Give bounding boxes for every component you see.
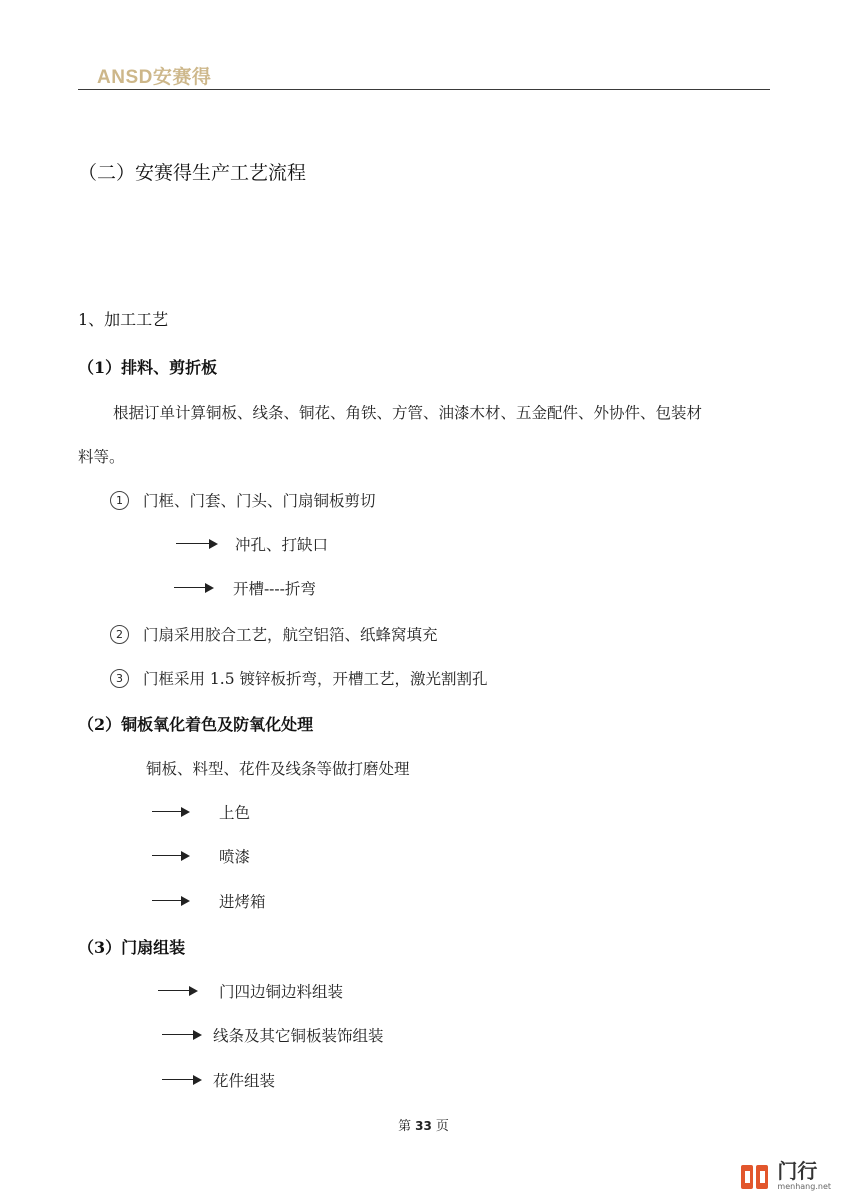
step2-title: （2）铜板氧化着色及防氧化处理: [78, 715, 314, 734]
step1-arrow-1: [176, 533, 328, 555]
arrow-label: 喷漆: [218, 848, 250, 866]
arrow-label: 门四边铜边料组装: [218, 983, 343, 1001]
right-arrow-icon: [152, 851, 190, 861]
right-arrow-icon: [162, 1030, 202, 1040]
step1-intro-line2: 料等。: [78, 448, 125, 466]
watermark-cn: 门行: [777, 1159, 818, 1183]
right-arrow-icon: [158, 986, 198, 996]
right-arrow-icon: [152, 896, 190, 906]
step2-arrow-2: [152, 845, 250, 867]
step1-title: （1）排料、剪折板: [78, 358, 218, 377]
step1-item-3: [110, 667, 488, 690]
circled-number: 2: [110, 625, 129, 644]
step1-item-1: [110, 489, 376, 512]
page-suffix: 页: [435, 1119, 449, 1134]
header-divider: [78, 89, 770, 90]
arrow-label: 开槽----折弯: [232, 580, 316, 598]
right-arrow-icon: [174, 583, 214, 593]
step2-arrow-3: [152, 890, 265, 912]
step1-arrow-2: [174, 577, 316, 599]
right-arrow-icon: [162, 1075, 202, 1085]
circled-number: 3: [110, 669, 129, 688]
step1-item-2: [110, 623, 438, 646]
part-title: 1、加工工艺: [78, 310, 169, 329]
watermark-en: menhang.net: [777, 1182, 831, 1191]
arrow-label: 花件组装: [212, 1072, 275, 1090]
brand-logo: ANSD安赛得: [97, 67, 212, 88]
arrow-label: 上色: [218, 804, 250, 822]
page-prefix: 第: [398, 1119, 412, 1134]
step3-arrow-3: [162, 1069, 275, 1091]
step2-arrow-1: [152, 801, 250, 823]
step1-intro-line1: 根据订单计算铜板、线条、铜花、角铁、方管、油漆木材、五金配件、外协件、包装材: [113, 404, 703, 422]
step2-intro: 铜板、料型、花件及线条等做打磨处理: [146, 760, 410, 778]
arrow-label: 冲孔、打缺口: [234, 536, 328, 554]
item-text: 门框、门套、门头、门扇铜板剪切: [143, 492, 376, 510]
right-arrow-icon: [176, 539, 218, 549]
step3-arrow-1: [158, 980, 343, 1002]
watermark: [741, 1161, 831, 1191]
arrow-label: 线条及其它铜板装饰组装: [212, 1027, 384, 1045]
page-number-value: 33: [415, 1119, 432, 1133]
item-text: 门框采用 1.5 镀锌板折弯，开槽工艺，激光割割孔: [143, 670, 488, 688]
section-title: （二）安赛得生产工艺流程: [78, 162, 307, 184]
circled-number: 1: [110, 491, 129, 510]
page-number: [0, 1115, 847, 1134]
right-arrow-icon: [152, 807, 190, 817]
item-text: 门扇采用胶合工艺，航空铝箔、纸蜂窝填充: [143, 626, 438, 644]
arrow-label: 进烤箱: [218, 893, 266, 911]
menhang-logo-icon: [741, 1161, 771, 1191]
step3-title: （3）门扇组装: [78, 938, 186, 957]
step3-arrow-2: [162, 1024, 383, 1046]
